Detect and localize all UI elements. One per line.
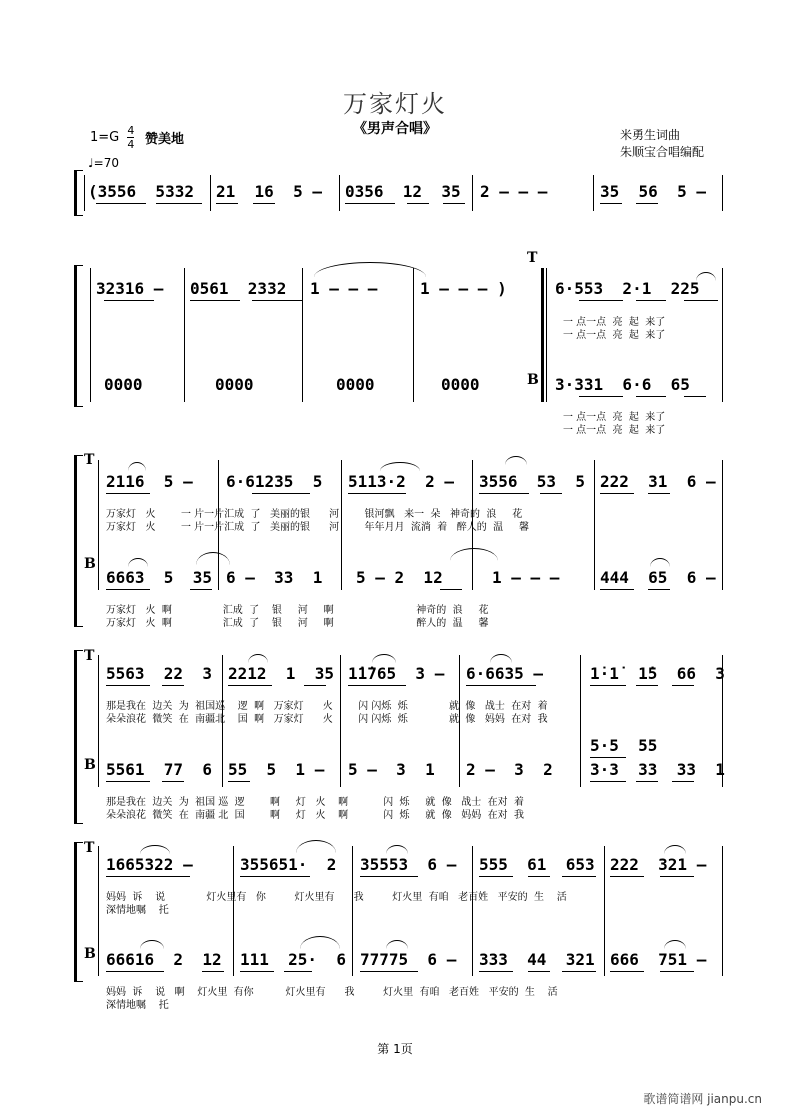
beam (190, 300, 240, 301)
barline (184, 268, 185, 402)
beam (600, 493, 634, 494)
barline (472, 175, 473, 211)
beam (660, 971, 694, 972)
beam (648, 589, 670, 590)
time-bottom: 4 (127, 138, 135, 151)
measure: 555 61 653 (479, 855, 595, 874)
time-top: 4 (127, 124, 135, 137)
system-3-brace (74, 455, 83, 627)
measure: 1̇1̇765 3 – (348, 664, 445, 683)
measure: 0356 12 35 (345, 182, 461, 201)
lyric-line: 朵朵浪花 微笑 在 南疆北 国 啊 万家灯 火 闪 闪烁 烁 就 像 妈妈 在对 我 (106, 714, 548, 725)
part-label-tenor: T (84, 840, 95, 856)
barline (604, 846, 605, 976)
slur (505, 456, 527, 465)
beam (162, 685, 184, 686)
beam (216, 203, 238, 204)
measure: 222 321 – (610, 855, 707, 874)
measure: 1 – – – ) (420, 279, 507, 298)
measure: 6 – 33 1 (226, 568, 323, 587)
beam (104, 300, 154, 301)
composer-credit: 米勇生词曲 (620, 128, 681, 142)
system-2-brace (74, 265, 83, 407)
slur (380, 462, 420, 471)
beam (360, 971, 418, 972)
measure: 111 25· 6 (240, 950, 346, 969)
barline (352, 846, 353, 976)
measure: 5 – 3 1 (348, 760, 435, 779)
measure: 5563 22 3 (106, 664, 212, 683)
barline (98, 460, 99, 590)
beam (106, 781, 150, 782)
measure: 1̇·1̇ 1̇5 66 3 (590, 664, 725, 683)
barline (98, 655, 99, 787)
beam (240, 876, 310, 877)
beam (106, 971, 164, 972)
arranger-credit: 朱顺宝合唱编配 (620, 145, 705, 159)
beam (479, 971, 513, 972)
beam (190, 589, 212, 590)
part-label-tenor: T (84, 452, 95, 468)
beam (106, 493, 150, 494)
slur (372, 654, 396, 663)
barline (593, 175, 594, 211)
barline (722, 846, 723, 976)
time-signature (127, 124, 134, 151)
beam (106, 876, 190, 877)
measure: 2 – – – (480, 182, 548, 201)
rest-measure: 0000 (215, 375, 254, 394)
slur (664, 845, 686, 854)
beam (228, 781, 250, 782)
part-label-bass: B (84, 757, 96, 773)
system-5-brace (74, 842, 83, 982)
slur (140, 940, 164, 949)
beam (348, 685, 406, 686)
barline (84, 175, 85, 211)
measure: 77775 6 – (360, 950, 457, 969)
slur (490, 654, 512, 663)
measure: 5 – 2 12 (356, 568, 443, 587)
measure: 666 751 – (610, 950, 707, 969)
beam (672, 781, 694, 782)
watermark: 歌谱简谱网 jianpu.cn (643, 1092, 762, 1106)
measure: 21 16 5 – (216, 182, 322, 201)
score-subtitle: 《男声合唱》 (353, 121, 437, 137)
key-signature (90, 124, 138, 151)
beam (562, 971, 596, 972)
lyric-line: 妈妈 诉 说 灯火里有 你 灯火里有 我 灯火里 有咱 老百姓 平安的 生 活 (106, 892, 567, 903)
beam (636, 685, 658, 686)
tie (296, 840, 336, 853)
slur (386, 940, 408, 949)
measure: 66616 2 12 (106, 950, 222, 969)
barline (302, 268, 303, 402)
beam (252, 493, 310, 494)
measure: 6·61235 5 (226, 472, 323, 491)
expression-marking: 赞美地 (145, 132, 185, 147)
beam (253, 203, 275, 204)
beam (252, 300, 302, 301)
barline (90, 268, 91, 402)
beam (540, 493, 562, 494)
measure: 355651· 2 (240, 855, 337, 874)
beam (304, 685, 326, 686)
beam (590, 685, 626, 686)
lyric-line: 一 点一点 亮 起 来了 (563, 317, 666, 328)
slur (128, 462, 146, 471)
measure: 6·6635 – (466, 664, 544, 683)
measure: 3·3 33 33 1 (590, 760, 725, 779)
beam (528, 876, 550, 877)
lyric-line: 深情地嘱 托 (106, 905, 169, 916)
barline (339, 175, 340, 211)
beam (156, 203, 202, 204)
slur (696, 272, 716, 281)
measure: 2 – 3 2 (466, 760, 553, 779)
tie (450, 548, 498, 561)
measure: 1 – – – (492, 568, 560, 587)
measure: 5561 77 6 (106, 760, 212, 779)
beam (600, 589, 634, 590)
credits (620, 127, 704, 161)
barline (722, 268, 723, 402)
beam (479, 876, 513, 877)
lyric-line: 万家灯 火 一 片一片汇成 了 美丽的银 河 银河飘 来一 朵 神奇的 浪 花 (106, 509, 523, 520)
barline (594, 460, 595, 590)
repeat-barline (541, 268, 544, 402)
beam (610, 876, 644, 877)
measure: 333 44 321 (479, 950, 595, 969)
beam (162, 781, 184, 782)
slur (664, 940, 686, 949)
measure: 3·331 6·6 65 (555, 375, 690, 394)
measure: 6·553 2·1 225 (555, 279, 700, 298)
beam (443, 203, 465, 204)
beam (440, 589, 462, 590)
key-label: 1=G (90, 130, 120, 145)
lyric-line: 妈妈 诉 说 啊 灯火里 有你 灯火里有 我 灯火里 有咱 老百姓 平安的 生 活 (106, 987, 558, 998)
beam (590, 781, 626, 782)
lyric-line: 一 点一点 亮 起 来了 (563, 412, 666, 423)
beam (579, 300, 623, 301)
part-label-tenor: T (527, 250, 538, 266)
beam (202, 971, 224, 972)
slur (140, 845, 170, 854)
barline (722, 175, 723, 211)
system-4-brace (74, 650, 83, 824)
measure: 1665322 – (106, 855, 193, 874)
measure: 55 5 1 – (228, 760, 325, 779)
beam (228, 685, 272, 686)
measure: 3556 53 5 (479, 472, 585, 491)
beam (360, 876, 418, 877)
part-label-bass: B (84, 946, 96, 962)
part-label-bass: B (84, 556, 96, 572)
slur (650, 558, 670, 567)
beam (672, 685, 694, 686)
measure: 0561 2332 (190, 279, 287, 298)
barline (580, 655, 581, 787)
measure: 35553 6 – (360, 855, 457, 874)
lyric-line: 深情地嘱 托 (106, 1000, 169, 1011)
beam (479, 493, 529, 494)
beam (684, 396, 706, 397)
page-number: 第 1页 (377, 1042, 413, 1056)
rest-measure: 0000 (104, 375, 143, 394)
beam (579, 396, 623, 397)
beam (240, 971, 274, 972)
beam (528, 971, 550, 972)
slur (248, 654, 268, 663)
measure: (3556 5332 (88, 182, 194, 201)
beam (648, 493, 670, 494)
slur (128, 558, 148, 567)
upper-voice: 5·5 55 (590, 736, 658, 755)
lyric-line: 万家灯 火 啊 汇成 了 银 河 啊 神奇的 浪 花 (106, 605, 489, 616)
beam (106, 589, 150, 590)
beam (407, 203, 429, 204)
measure: 32316 – (96, 279, 164, 298)
barline (233, 846, 234, 976)
barline (546, 268, 547, 402)
rest-measure: 0000 (441, 375, 480, 394)
tie (314, 262, 426, 277)
beam (590, 757, 626, 758)
lyric-line: 一 点一点 亮 起 来了 (563, 330, 666, 341)
beam (610, 971, 644, 972)
beam (345, 203, 395, 204)
lyric-line: 一 点一点 亮 起 来了 (563, 425, 666, 436)
beam (284, 971, 312, 972)
tie (196, 552, 230, 565)
measure: 5113·2 2 – (348, 472, 454, 491)
lyric-line: 那是我在 边关 为 祖国 巡 逻 啊 灯 火 啊 闪 烁 就 像 战士 在对 着 (106, 797, 525, 808)
beam (348, 493, 406, 494)
tie (300, 936, 340, 949)
beam (636, 396, 666, 397)
rest-measure: 0000 (336, 375, 375, 394)
measure: 6663 5 35 (106, 568, 212, 587)
beam (466, 685, 536, 686)
barline (210, 175, 211, 211)
beam (562, 876, 596, 877)
tempo-marking: ♩=70 (88, 156, 119, 170)
lyric-line: 万家灯 火 一 片一片汇成 了 美丽的银 河 年年月月 流淌 着 醉人的 温 馨 (106, 522, 530, 533)
beam (636, 203, 658, 204)
beam (660, 876, 694, 877)
part-label-tenor: T (84, 648, 95, 664)
measure: 1 – – – (310, 279, 378, 298)
system-1-brace (74, 170, 83, 216)
beam (684, 300, 718, 301)
beam (106, 685, 150, 686)
part-label-bass: B (527, 372, 539, 388)
score-title: 万家灯火 (343, 90, 447, 118)
beam (96, 203, 146, 204)
lyric-line: 万家灯 火 啊 汇成 了 银 河 啊 醉人的 温 馨 (106, 618, 489, 629)
slur (386, 845, 408, 854)
measure: 35 56 5 – (600, 182, 706, 201)
beam (636, 781, 658, 782)
measure: 444 65 6 – (600, 568, 716, 587)
barline (413, 268, 414, 402)
measure: 222 31 6 – (600, 472, 716, 491)
barline (722, 460, 723, 590)
lyric-line: 朵朵浪花 微笑 在 南疆 北 国 啊 灯 火 啊 闪 烁 就 像 妈妈 在对 我 (106, 810, 525, 821)
beam (600, 203, 622, 204)
barline (98, 846, 99, 976)
measure: 2116 5 – (106, 472, 193, 491)
lyric-line: 那是我在 边关 为 祖国巡 逻 啊 万家灯 火 闪 闪烁 烁 就 像 战士 在对 着 (106, 701, 548, 712)
measure: 2212 1 35 (228, 664, 334, 683)
barline (472, 846, 473, 976)
beam (636, 300, 666, 301)
